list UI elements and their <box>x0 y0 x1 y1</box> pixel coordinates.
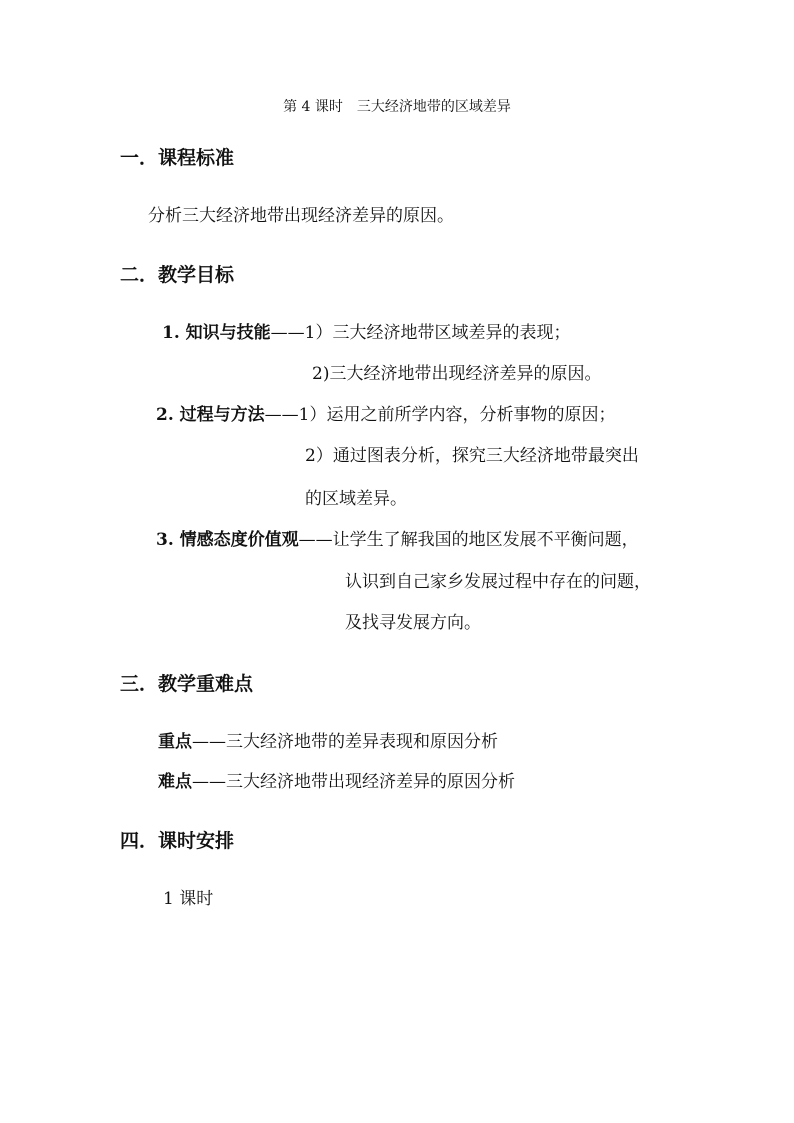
section-heading-keypoints: 三．教学重难点 <box>120 673 254 695</box>
goal-knowledge-line-1: 1）三大经济地带区域差异的表现； <box>304 323 571 343</box>
key-point <box>158 731 498 753</box>
goal-process-line-2: 2）通过图表分析，探究三大经济地带最突出 <box>305 446 639 466</box>
goal-process-line-1: 1）运用之前所学内容，分析事物的原因； <box>298 405 616 425</box>
goal-process-line-3: 的区域差异。 <box>305 489 407 509</box>
difficult-point <box>158 771 515 793</box>
goal-emotion-dash: —— <box>298 530 333 550</box>
goal-emotion-label: 3. 情感态度价值观 <box>156 530 299 550</box>
goal-emotion <box>156 529 639 551</box>
goal-knowledge-line-2: 2)三大经济地带出现经济差异的原因。 <box>312 364 602 384</box>
section-heading-objectives: 二．教学目标 <box>120 264 235 286</box>
goal-process-label: 2. 过程与方法 <box>156 405 265 425</box>
difficult-point-text: ——三大经济地带出现经济差异的原因分析 <box>192 772 515 792</box>
key-point-text: ——三大经济地带的差异表现和原因分析 <box>192 732 498 752</box>
schedule-text: 1 课时 <box>163 889 214 909</box>
goal-knowledge-label: 1. 知识与技能 <box>162 323 271 343</box>
goal-process <box>156 404 616 426</box>
key-point-label: 重点 <box>158 732 192 752</box>
goal-knowledge-dash: —— <box>270 323 305 343</box>
section-heading-schedule: 四．课时安排 <box>120 830 235 852</box>
difficult-point-label: 难点 <box>158 772 192 792</box>
goal-process-dash: —— <box>264 405 299 425</box>
goal-knowledge <box>162 322 571 344</box>
goal-emotion-line-1: 让学生了解我国的地区发展不平衡问题， <box>332 530 639 550</box>
curriculum-text: 分析三大经济地带出现经济差异的原因。 <box>148 206 454 226</box>
section-heading-curriculum: 一．课程标准 <box>120 147 235 169</box>
page-title: 第 4 课时 三大经济地带的区域差异 <box>283 99 511 115</box>
goal-emotion-line-3: 及找寻发展方向。 <box>345 613 481 633</box>
goal-emotion-line-2: 认识到自己家乡发展过程中存在的问题， <box>345 572 651 592</box>
